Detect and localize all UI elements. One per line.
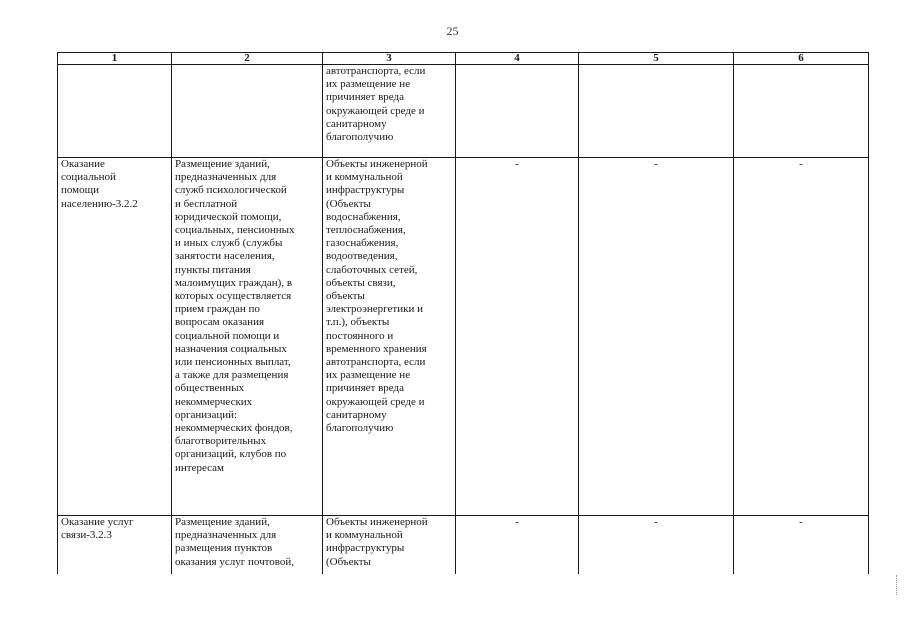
table-cell bbox=[172, 65, 323, 158]
column-header-4: 4 bbox=[456, 53, 579, 65]
table-cell bbox=[58, 65, 172, 158]
column-header-5: 5 bbox=[579, 53, 734, 65]
table-cell: - bbox=[456, 158, 579, 516]
scan-edge-marks bbox=[896, 575, 901, 595]
column-header-6: 6 bbox=[734, 53, 869, 65]
table-cell: - bbox=[734, 516, 869, 575]
table-row bbox=[58, 65, 869, 158]
use-type-name: Оказание услуг связи-3.2.3 bbox=[61, 516, 134, 542]
page-number: 25 bbox=[446, 24, 459, 38]
table-cell bbox=[58, 516, 172, 575]
table-cell bbox=[323, 516, 456, 575]
table-cell: - bbox=[579, 516, 734, 575]
column-header-2: 2 bbox=[172, 53, 323, 65]
auxiliary-use: Объекты инженерной и коммунальной инфраструктуры (Объекты bbox=[326, 516, 428, 568]
table-cell bbox=[172, 516, 323, 575]
table-cell bbox=[734, 65, 869, 158]
table-cell bbox=[323, 158, 456, 516]
table-cell: - bbox=[579, 158, 734, 516]
use-type-name: Оказание социальной помощи населению-3.2.2 bbox=[61, 158, 138, 210]
column-header-3: 3 bbox=[323, 53, 456, 65]
table-row bbox=[58, 158, 869, 516]
table-cell bbox=[579, 65, 734, 158]
table-cell bbox=[172, 158, 323, 516]
continued-text: автотранспорта, если их размещение не причиняет вреда окружающей среде и санитарному благополучию bbox=[326, 65, 426, 144]
table-cell bbox=[58, 158, 172, 516]
use-type-description: Размещение зданий, предназначенных для размещения пунктов оказания услуг почтовой, bbox=[175, 516, 295, 568]
table-cell: - bbox=[456, 516, 579, 575]
table-cell: - bbox=[734, 158, 869, 516]
table-cell bbox=[323, 65, 456, 158]
regulations-table bbox=[57, 52, 869, 574]
header-row bbox=[58, 53, 869, 65]
use-type-description: Размещение зданий, предназначенных для служб психологической и бесплатной юридической помощи, социальных, пенсионных и иных служб (службы занятости населения, пункты питания малоимущих граждан), в которых осуществляется прием граждан по вопросам оказания социальной помощи и назначения социальных или пенсионных выплат, а также для размещения общественных некоммерческих организаций: некоммерческих фондов, благотворительных организаций, клубов по интересам bbox=[175, 158, 295, 474]
table-row bbox=[58, 516, 869, 575]
auxiliary-use: Объекты инженерной и коммунальной инфраструктуры (Объекты водоснабжения, теплоснабжения, газоснабжения, водоотведения, слаботочных сетей, объекты связи, объекты электроэнергетики и т.п.), объекты постоянного и временного хранения автотранспорта, если их размещение не причиняет вреда окружающей среде и санитарному благополучию bbox=[326, 158, 428, 435]
table-cell bbox=[456, 65, 579, 158]
column-header-1: 1 bbox=[58, 53, 172, 65]
